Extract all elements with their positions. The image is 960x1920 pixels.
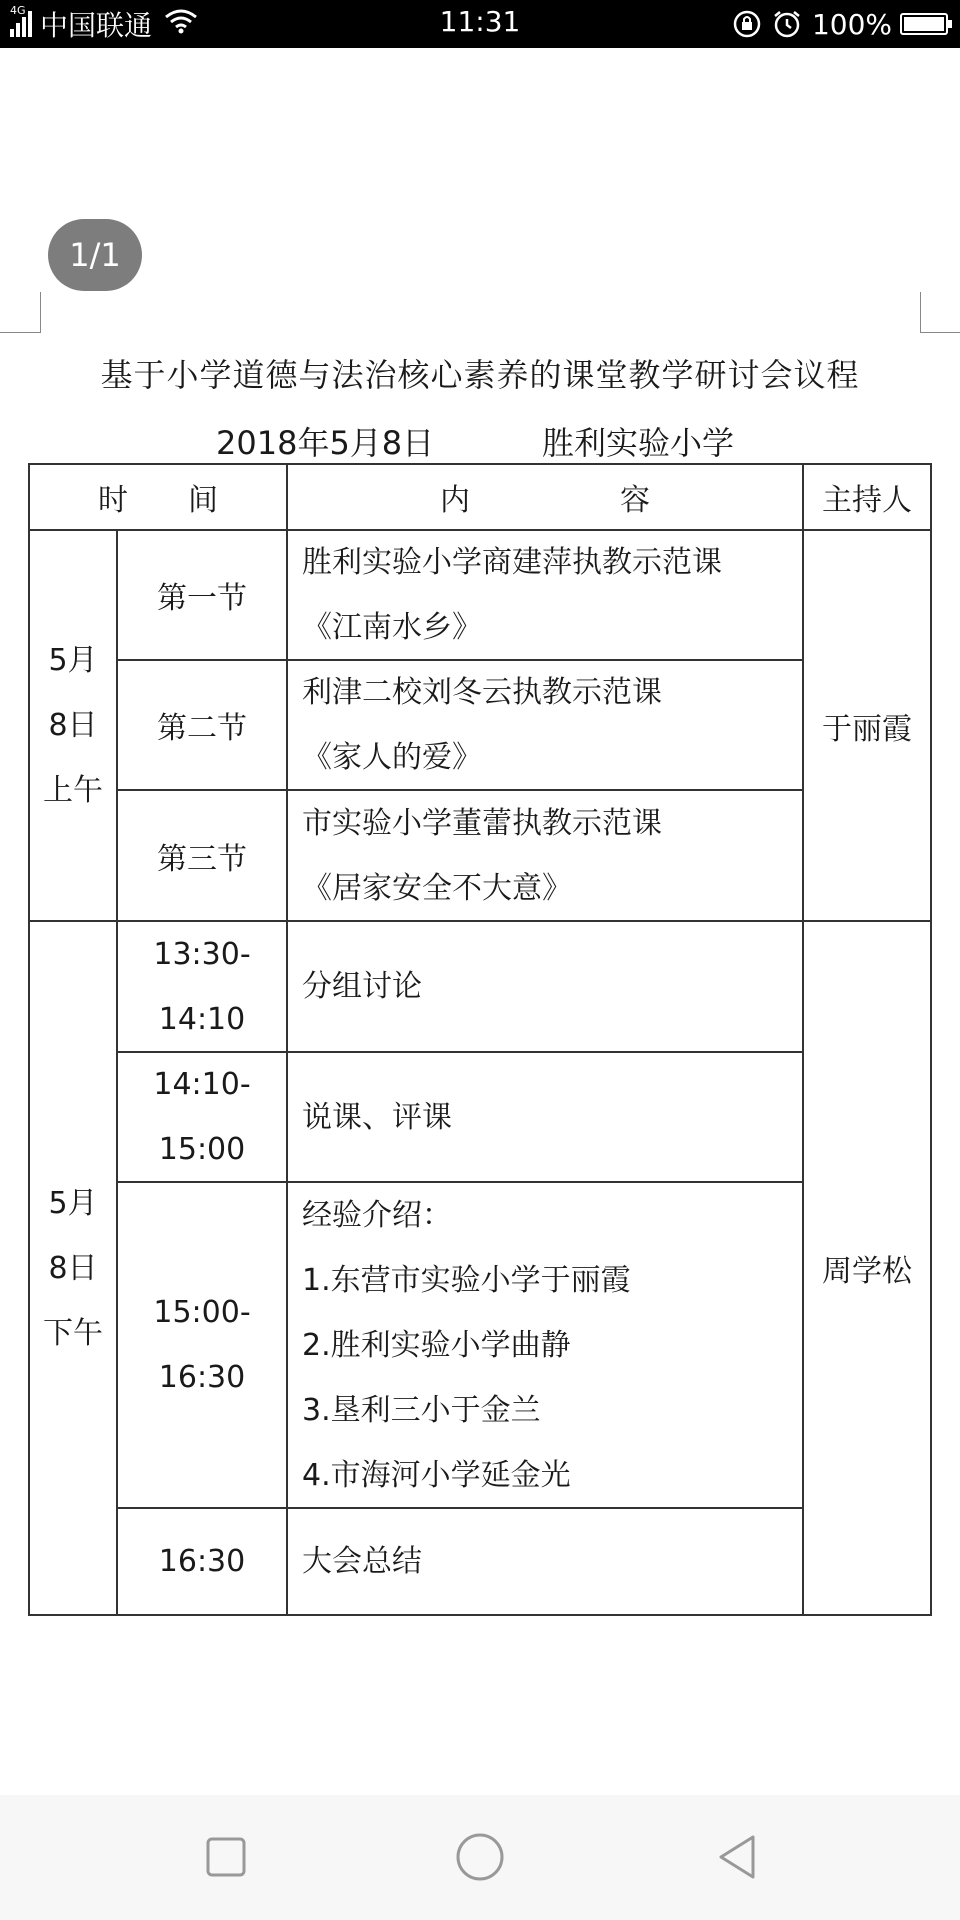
content-line: 1.东营市实验小学于丽霞 bbox=[302, 1262, 631, 1298]
session-time bbox=[118, 1053, 286, 1181]
navigation-bar bbox=[0, 1795, 960, 1920]
status-right bbox=[732, 6, 948, 42]
document-title: 基于小学道德与法治核心素养的课堂教学研讨会议程 bbox=[100, 356, 860, 394]
session-content bbox=[288, 1183, 802, 1507]
time-line: 15:00- bbox=[153, 1295, 251, 1330]
morning-host: 于丽霞 bbox=[822, 711, 912, 747]
session-content bbox=[288, 1509, 802, 1614]
afternoon-day-cell bbox=[30, 922, 116, 1614]
alarm-icon bbox=[772, 9, 802, 39]
content-line: 胜利实验小学商建萍执教示范课 bbox=[302, 545, 722, 580]
content-line: 《居家安全不大意》 bbox=[302, 870, 572, 906]
document-school: 胜利实验小学 bbox=[542, 424, 735, 462]
carrier-name: 中国联通 bbox=[40, 9, 153, 42]
time-line: 16:30 bbox=[158, 1360, 246, 1395]
home-button[interactable] bbox=[450, 1827, 510, 1887]
content-line: 经验介绍： bbox=[302, 1197, 452, 1233]
back-button[interactable] bbox=[707, 1827, 767, 1887]
content-line: 说课、评课 bbox=[302, 1099, 452, 1135]
status-bar bbox=[0, 0, 960, 48]
content-line: 大会总结 bbox=[302, 1544, 422, 1579]
time-line: 13:30- bbox=[153, 936, 251, 972]
session-content bbox=[288, 661, 802, 789]
page-indicator: 1/1 bbox=[48, 219, 142, 291]
battery-percent: 100% bbox=[811, 7, 892, 41]
network-type: 4G bbox=[10, 4, 26, 17]
rotation-lock-icon bbox=[732, 9, 762, 39]
session-content bbox=[288, 1053, 802, 1181]
day-line: 5月 bbox=[48, 643, 98, 678]
day-line: 8日 bbox=[48, 708, 98, 743]
time-line: 14:10 bbox=[158, 1001, 246, 1037]
home-icon bbox=[455, 1832, 505, 1882]
header-host: 主持人 bbox=[822, 483, 912, 518]
content-line: 《家人的爱》 bbox=[302, 740, 482, 775]
content-line: 3.垦利三小于金兰 bbox=[302, 1392, 541, 1428]
session-content bbox=[288, 922, 802, 1051]
time-line: 15:00 bbox=[158, 1132, 246, 1167]
day-line: 5月 bbox=[48, 1185, 98, 1221]
recent-apps-button[interactable] bbox=[196, 1827, 256, 1887]
content-line: 分组讨论 bbox=[302, 969, 422, 1004]
session-time: 第三节 bbox=[157, 841, 247, 877]
session-time bbox=[118, 1183, 286, 1507]
session-content bbox=[288, 791, 802, 920]
session-time bbox=[118, 1509, 286, 1614]
content-line: 市实验小学董蕾执教示范课 bbox=[302, 805, 662, 841]
header-content: 内 容 bbox=[440, 483, 650, 518]
day-line: 下午 bbox=[43, 1315, 103, 1351]
battery-icon bbox=[900, 13, 948, 35]
crop-mark-right bbox=[920, 292, 960, 333]
back-icon bbox=[715, 1833, 759, 1881]
content-line: 利津二校刘冬云执教示范课 bbox=[302, 675, 662, 710]
time-line: 14:10- bbox=[153, 1067, 251, 1102]
day-line: 8日 bbox=[48, 1250, 98, 1286]
afternoon-host: 周学松 bbox=[822, 1254, 912, 1289]
battery-fill bbox=[904, 17, 944, 31]
session-content bbox=[288, 531, 802, 659]
recent-apps-icon bbox=[206, 1837, 246, 1877]
table-border-right bbox=[930, 463, 932, 1616]
crop-mark-left bbox=[0, 292, 41, 333]
session-time: 第一节 bbox=[157, 581, 247, 616]
content-line: 2.胜利实验小学曲静 bbox=[302, 1327, 571, 1363]
header-time: 时 间 bbox=[98, 483, 218, 518]
content-line: 4.市海河小学延金光 bbox=[302, 1457, 571, 1493]
session-time bbox=[118, 922, 286, 1051]
table-border-bottom bbox=[28, 1614, 932, 1616]
morning-day-cell bbox=[30, 531, 116, 920]
document-date: 2018年5月8日 bbox=[216, 424, 435, 462]
time-line: 16:30 bbox=[158, 1544, 246, 1579]
content-line: 《江南水乡》 bbox=[302, 610, 482, 645]
clock: 11:31 bbox=[439, 5, 521, 38]
session-time: 第二节 bbox=[157, 711, 247, 746]
day-line: 上午 bbox=[43, 773, 103, 808]
